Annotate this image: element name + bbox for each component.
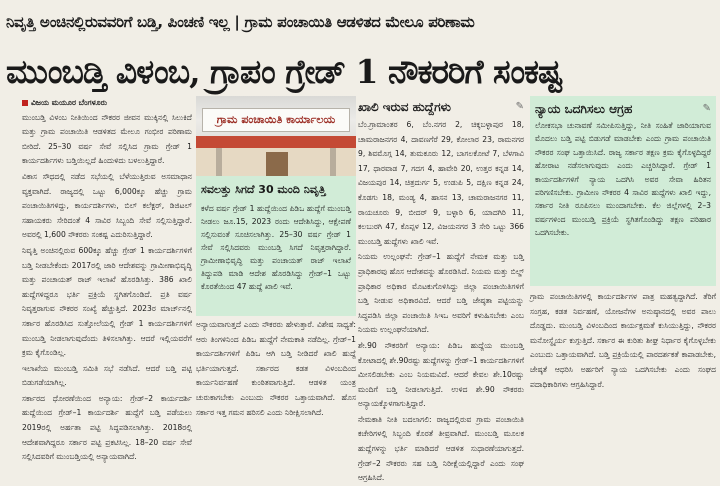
- caption-body: ಕಳೆದ ವರ್ಷ ಗ್ರೇಡ್ 1 ಹುದ್ದೆಯಿಂದ ಪಿಡಿಒ ಹುದ್ದೆಗೆ ಮುಂಬಡ್ತಿ ನೀಡಲು ಜೂ.15, 2023 ರಂದು ಆದೇಶಿಸಿದ್ದು, ಆಕ್ಷೇಪಣೆ ಸಲ್ಲಿಸುವಂತೆ ಸೂಚಿಸಲಾಗಿತ್ತು. 25–30 ವರ್ಷ ಗ್ರೇಡ್ 1 ಸೇವೆ ಸಲ್ಲಿಸಿದವರು ಮುಂಬಡ್ತಿ ಸಿಗದೆ ನಿವೃತ್ತರಾಗಿದ್ದಾರೆ. ಗ್ರಾಮೀಣಾಭಿವೃದ್ಧಿ ಮತ್ತು ಪಂಚಾಯತ್ ರಾಜ್ ಇಲಾಖೆ ತಿದ್ದುಪಡಿ ಮಾಡಿ ಆದೇಶ ಹೊರಡಿಸಿದ್ದು ಗ್ರೇಡ್–1 ಒಟ್ಟು ಕೊರತೆಯಿಂದ 47 ಹುದ್ದೆ ಖಾಲಿ ಇವೆ.: [201, 204, 351, 291]
- paragraph: ನಿಯಮ ಉಲ್ಲಂಘನೆ: ಗ್ರೇಡ್–1 ಹುದ್ದೆಗೆ ನೇಮಕ ಮತ್ತು ಬಡ್ತಿ ಪ್ರಾಧಿಕಾರವು ಹೊಸ ಆದೇಶವನ್ನು ಹೊರಡಿಸಿದೆ. ನಿಯಮ ಮತ್ತು ಬಿಲ್ಡ್ ಪ್ರಾಧಿಕಾರ ಅಧಿಕಾರ ಮೊಟಕುಗೊಳಿಸಿದ್ದು ಜಿಲ್ಲಾ ಪಂಚಾಯಿತಿಗಳಿಗೆ ಬಡ್ತಿ ನೀಡುವ ಅಧಿಕಾರವಿದೆ. ಆದರೆ ಬಡ್ತಿ ಜೇಷ್ಠತಾ ಪಟ್ಟಿಯನ್ನು ಸಿದ್ಧಪಡಿಸಿ ಜಿಲ್ಲಾ ಪಂಚಾಯಿತಿ ಸಿಇಒ ಅವರಿಗೆ ಕಳುಹಿಸಬೇಕು ಎಂಬ ನಿಯಮ ಉಲ್ಲಂಘನೆಯಾಗಿದೆ.: [358, 252, 524, 335]
- paragraph: ಮುಂಬಡ್ತಿ ವಿಳಂಬ ನೀತಿಯಿಂದ ನೌಕರರ ಜೀವನ ಮುಕ್ಕಿನಲ್ಲಿ ಸಿಲುಕಿದೆ ಮತ್ತು ಗ್ರಾಮ ಪಂಚಾಯಿತಿ ಆಡಳಿತದ ಮೇಲೂ ಗಂಭೀರ ಪರಿಣಾಮ ಬೀರಿದೆ. 25–30 ವರ್ಷ ಸೇವೆ ಸಲ್ಲಿಸಿದ ಗ್ರಾಮ ಗ್ರೇಡ್ 1 ಕಾರ್ಯದರ್ಶಿಗಳು ಬಡ್ತಿಯಿಲ್ಲದೆ ಹಿಂದುಳಿದು ಬಳಲುತ್ತಿದ್ದಾರೆ.: [22, 112, 192, 166]
- paragraph: ಶೇ.90 ನೌಕರರಿಗೆ ಅನ್ಯಾಯ: ಪಿಡಿಒ ಹುದ್ದೆಯ ಮುಂಬಡ್ತಿ ಕೋಟಾದಲ್ಲಿ ಶೇ.90ರಷ್ಟು ಹುದ್ದೆಗಳನ್ನು ಗ್ರೇಡ್–1 ಕಾರ್ಯದರ್ಶಿಗಳಿಗೆ ಮೀಸಲಿಡಬೇಕು ಎಂಬ ನಿಯಮವಿದೆ. ಆದರೆ ಕೇವಲ ಶೇ.10ರಷ್ಟು ಮಂದಿಗೆ ಬಡ್ತಿ ನೀಡಲಾಗುತ್ತಿದೆ. ಉಳಿದ ಶೇ.90 ನೌಕರರು ಅನ್ಯಾಯಕ್ಕೊಳಗಾಗುತ್ತಿದ್ದಾರೆ.: [358, 340, 524, 409]
- caption-title: ಸವಲತ್ತು ಸಿಗದೆ 30 ಮಂದಿ ನಿವೃತ್ತಿ: [201, 183, 326, 196]
- paragraph: ನಿವೃತ್ತಿ ಅಂಚಿನಲ್ಲಿರುವ 600ಕ್ಕೂ ಹೆಚ್ಚು ಗ್ರೇಡ್ 1 ಕಾರ್ಯದರ್ಶಿಗಳಿಗೆ ಬಡ್ತಿ ನೀಡಬೇಕೆಂದು 2017ರಲ್ಲಿ ಜಾರಿ ಆದೇಶವನ್ನು ಗ್ರಾಮೀಣಾಭಿವೃದ್ಧಿ ಮತ್ತು ಪಂಚಾಯತ್ ರಾಜ್ ಇಲಾಖೆ ಹೊರಡಿಸಿತ್ತು. 386 ಖಾಲಿ ಹುದ್ದೆಗಳಿದ್ದರೂ ಭರ್ತಿ ಪ್ರಕ್ರಿಯೆ ಸ್ಥಗಿತಗೊಂಡಿದೆ. ಪ್ರತಿ ವರ್ಷ ನಿವೃತ್ತರಾಗುವ ನೌಕರರ ಸಂಖ್ಯೆ ಹೆಚ್ಚುತ್ತಿದೆ. 2023ರ ಮಾರ್ಚ್‌ನಲ್ಲಿ ಸರ್ಕಾರ ಹೊರಡಿಸಿದ ಸುತ್ತೋಲೆಯಲ್ಲಿ ಗ್ರೇಡ್ 1 ಕಾರ್ಯದರ್ಶಿಗಳಿಗೆ ಮುಂಬಡ್ತಿ ನೀಡಲಾಗುವುದೆಂದು ತಿಳಿಸಲಾಗಿತ್ತು. ಆದರೆ ಇಲ್ಲಿಯವರೆಗೆ ಕ್ರಮ ಕೈಗೊಂಡಿಲ್ಲ.: [22, 245, 192, 358]
- sidebar-box-title: [535, 99, 711, 119]
- article-column-4: ಗ್ರಾಮ ಪಂಚಾಯಿತಿಗಳಲ್ಲಿ ಕಾರ್ಯದರ್ಶಿಗಳ ಪಾತ್ರ ಮಹತ್ವದ್ದಾಗಿದೆ. ತೆರಿಗೆ ಸಂಗ್ರಹ, ಕಡತ ನಿರ್ವಹಣೆ, ಯೋಜನೆಗಳ ಅನುಷ್ಠಾನದಲ್ಲಿ ಅವರ ಪಾಲು ದೊಡ್ಡದು. ಮುಂಬಡ್ತಿ ವಿಳಂಬದಿಂದ ಕಾರ್ಯಕ್ಷಮತೆ ಕುಸಿಯುತ್ತಿದ್ದು, ನೌಕರರ ಮನೋಸ್ಥೈರ್ಯ ಕುಗ್ಗುತ್ತಿದೆ. ಸರ್ಕಾರ ಈ ಕುರಿತು ಶೀಘ್ರ ನಿರ್ಧಾರ ಕೈಗೊಳ್ಳಬೇಕು ಎಂಬುದು ಒತ್ತಾಯವಾಗಿದೆ. ಬಡ್ತಿ ಪ್ರಕ್ರಿಯೆಯಲ್ಲಿ ಪಾರದರ್ಶಕತೆ ಕಾಪಾಡಬೇಕು, ಜೇಷ್ಠತೆ ಆಧರಿಸಿ ಅರ್ಹರಿಗೆ ನ್ಯಾಯ ಒದಗಿಸಬೇಕು ಎಂದು ಸಂಘದ ಪದಾಧಿಕಾರಿಗಳು ಆಗ್ರಹಿಸಿದ್ದಾರೆ.: [530, 292, 716, 389]
- sidebar-box-title-text: ನ್ಯಾಯ ಒದಗಿಸಲು ಆಗ್ರಹ: [535, 102, 633, 116]
- paragraph: ನೇಮಕಾತಿ ನೀತಿ ಬದಲಾಗಲಿ: ರಾಜ್ಯದಲ್ಲಿರುವ ಗ್ರಾಮ ಪಂಚಾಯಿತಿ ಕಚೇರಿಗಳಲ್ಲಿ ಸಿಬ್ಬಂದಿ ಕೊರತೆ ತೀವ್ರವಾಗಿದೆ. ಮುಂಬಡ್ತಿ ಮೂಲಕ ಹುದ್ದೆಗಳನ್ನು ಭರ್ತಿ ಮಾಡಿದರೆ ಆಡಳಿತ ಸುಧಾರಣೆಯಾಗುತ್ತದೆ. ಗ್ರೇಡ್–2 ನೌಕರರು ಸಹ ಬಡ್ತಿ ನಿರೀಕ್ಷೆಯಲ್ಲಿದ್ದಾರೆ ಎಂದು ಸಂಘ ಆಗ್ರಹಿಸಿದೆ.: [358, 414, 524, 483]
- byline: [22, 96, 192, 111]
- byline-marker-icon: [22, 100, 28, 106]
- article-column-1: [22, 96, 192, 462]
- byline-text: ವಿಜಯ ಮಯೂರ ಬೆಂಗಳೂರು: [31, 98, 107, 107]
- sidebar-box: [530, 96, 716, 286]
- pen-icon: ✎: [702, 103, 711, 114]
- office-signboard: ಗ್ರಾಮ ಪಂಚಾಯಿತಿ ಕಾರ್ಯಾಲಯ: [202, 108, 350, 132]
- photo-pillar: [216, 148, 222, 176]
- photo-door: [266, 152, 288, 176]
- vacancy-heading: [358, 96, 524, 118]
- pen-icon: ✎: [515, 101, 524, 112]
- paragraph: ವಿಕಾಸ ಸೌಧದಲ್ಲಿ ನಡೆದ ಸಭೆಯಲ್ಲಿ ಬೆಳೆಯುತ್ತಿರುವ ಅಸಮಾಧಾನ ವ್ಯಕ್ತವಾಗಿದೆ. ರಾಜ್ಯದಲ್ಲಿ ಒಟ್ಟು 6,000ಕ್ಕೂ ಹೆಚ್ಚು ಗ್ರಾಮ ಪಂಚಾಯಿತಿಗಳಿದ್ದು, ಕಾರ್ಯದರ್ಶಿಗಳು, ಬಿಲ್ ಕಲೆಕ್ಟರ್, ಡಿಜಿಟಲ್ ಸಹಾಯಕರು ಸೇರಿದಂತೆ 4 ಸಾವಿರ ಸಿಬ್ಬಂದಿ ಸೇವೆ ಸಲ್ಲಿಸುತ್ತಿದ್ದಾರೆ. ಅವರಲ್ಲಿ 1,600 ನೌಕರರು ಸಂಕಷ್ಟ ಎದುರಿಸುತ್ತಿದ್ದಾರೆ.: [22, 171, 192, 240]
- kicker-headline: ನಿವೃತ್ತಿ ಅಂಚಿನಲ್ಲಿರುವವರಿಗೆ ಬಡ್ತಿ, ಪಿಂಚಣಿ ಇಲ್ಲ | ಗ್ರಾಮ ಪಂಚಾಯಿತಿ ಆಡಳಿತದ ಮೇಲೂ ಪರಿಣಾಮ: [6, 13, 475, 31]
- main-headline: ಮುಂಬಡ್ತಿ ವಿಳಂಬ, ಗ್ರಾಪಂ ಗ್ರೇಡ್‌ 1 ನೌಕರರಿಗೆ ಸಂಕಷ್ಟ: [6, 52, 562, 91]
- paragraph: ಇಲಾಖೆಯ ಮುಂಬಡ್ತಿ ಸಮಿತಿ ಸಭೆ ನಡೆಸಿದೆ. ಆದರೆ ಬಡ್ತಿ ಪಟ್ಟಿ ಬಿಡುಗಡೆಯಾಗಿಲ್ಲ.: [22, 363, 192, 388]
- article-column-3: [358, 96, 524, 483]
- photo-roof: [196, 136, 356, 148]
- vacancy-heading-text: ಖಾಲಿ ಇರುವ ಹುದ್ದೆಗಳು: [358, 100, 451, 114]
- photo-caption-box: [196, 176, 356, 316]
- vacancy-list: ಬೆಂ.ಗ್ರಾಮಾಂತರ 6, ಬೆಂ.ನಗರ 2, ಚಿಕ್ಕಬಳ್ಳಾಪುರ 18, ಚಾಮರಾಜನಗರ 4, ದಾವಣಗೆರೆ 29, ಕೋಲಾರ 23, ರಾಮನಗರ 9, ಶಿವಮೊಗ್ಗ 14, ತುಮಕೂರು 12, ಬಾಗಲಕೋಟೆ 7, ಬೆಳಗಾವಿ 17, ಧಾರವಾಡ 7, ಗದಗ 4, ಹಾವೇರಿ 20, ಉತ್ತರ ಕನ್ನಡ 14, ವಿಜಯಪುರ 14, ಚಿತ್ರದುರ್ಗ 5, ಉಡುಪಿ 5, ದಕ್ಷಿಣ ಕನ್ನಡ 24, ಕೊಡಗು 18, ಮಂಡ್ಯ 4, ಹಾಸನ 13, ಚಾಮರಾಜನಗರ 11, ರಾಯಚೂರು 9, ಬೀದರ್ 9, ಬಳ್ಳಾರಿ 6, ಯಾದಗಿರಿ 11, ಕಲಬುರಗಿ 47, ಕೊಪ್ಪಳ 12, ವಿಜಯನಗರ 3 ಸೇರಿ ಒಟ್ಟು 366 ಮುಂಬಡ್ತಿ ಹುದ್ದೆಗಳು ಖಾಲಿ ಇವೆ.: [358, 120, 524, 246]
- article-column-2: ಅನ್ಯಾಯವಾಗುತ್ತದೆ ಎಂದು ನೌಕರರು ಹೇಳುತ್ತಾರೆ. ವಿಶೇಷ ಸಾಧ್ಯತೆ: ಆರು ತಿಂಗಳಿನಿಂದ ಪಿಡಿಒ ಹುದ್ದೆಗೆ ನೇಮಕಾತಿ ನಡೆದಿಲ್ಲ. ಗ್ರೇಡ್–1 ಕಾರ್ಯದರ್ಶಿಗಳಿಗೆ ಪಿಡಿಒ ಆಗಿ ಬಡ್ತಿ ನೀಡಿದರೆ ಖಾಲಿ ಹುದ್ದೆ ಭರ್ತಿಯಾಗುತ್ತದೆ. ಸರ್ಕಾರದ ಕಡತ ವಿಳಂಬದಿಂದ ಕಾರ್ಯನಿರ್ವಹಣೆ ಕುಂಠಿತವಾಗುತ್ತಿದೆ. ಆಡಳಿತ ಯಂತ್ರ ಚುರುಕಾಗಬೇಕು ಎಂಬುದು ನೌಕರರ ಒತ್ತಾಯವಾಗಿದೆ. ಹೊಸ ಸರ್ಕಾರ ಇತ್ತ ಗಮನ ಹರಿಸಲಿ ಎಂದು ನಿರೀಕ್ಷಿಸಲಾಗಿದೆ.: [196, 320, 356, 417]
- panchayat-office-photo: [196, 96, 356, 176]
- sidebar-box-text: ಲೋಕಸಭಾ ಚುನಾವಣೆ ಸಮೀಪಿಸುತ್ತಿದ್ದು, ನೀತಿ ಸಂಹಿತೆ ಜಾರಿಯಾಗುವ ಮೊದಲು ಬಡ್ತಿ ಪಟ್ಟಿ ಬಿಡುಗಡೆ ಮಾಡಬೇಕು ಎಂದು ಗ್ರಾಮ ಪಂಚಾಯಿತಿ ನೌಕರರ ಸಂಘ ಒತ್ತಾಯಿಸಿದೆ. ರಾಜ್ಯ ಸರ್ಕಾರ ತಕ್ಷಣ ಕ್ರಮ ಕೈಗೊಳ್ಳದಿದ್ದರೆ ಹೋರಾಟ ನಡೆಸಲಾಗುವುದು ಎಂದು ಎಚ್ಚರಿಸಿದ್ದಾರೆ. ಗ್ರೇಡ್ 1 ಕಾರ್ಯದರ್ಶಿಗಳಿಗೆ ನ್ಯಾಯ ಒದಗಿಸಿ ಅವರ ಸೇವಾ ಹಿರಿತನ ಪರಿಗಣಿಸಬೇಕು. ಗ್ರಾಮೀಣ ನೌಕರರ 4 ಸಾವಿರ ಹುದ್ದೆಗಳು ಖಾಲಿ ಇದ್ದು, ಸರ್ಕಾರ ನೀತಿ ರೂಪಿಸಲು ಮುಂದಾಗಬೇಕು. ಕೆಲ ಜಿಲ್ಲೆಗಳಲ್ಲಿ 2–3 ವರ್ಷಗಳಿಂದ ಮುಂಬಡ್ತಿ ಪ್ರಕ್ರಿಯೆ ಸ್ಥಗಿತಗೊಂಡಿದ್ದು ತಕ್ಷಣ ಪರಿಹಾರ ಒದಗಿಸಬೇಕು.: [535, 121, 711, 238]
- photo-pillar: [330, 148, 336, 176]
- paragraph: ಸರ್ಕಾರದ ಧೋರಣೆಯಿಂದ ಅನ್ಯಾಯ: ಗ್ರೇಡ್–2 ಕಾರ್ಯದರ್ಶಿ ಹುದ್ದೆಯಿಂದ ಗ್ರೇಡ್–1 ಕಾರ್ಯದರ್ಶಿ ಹುದ್ದೆಗೆ ಬಡ್ತಿ ಪಡೆಯಲು 2019ರಲ್ಲಿ ಅರ್ಹತಾ ಪಟ್ಟಿ ಸಿದ್ಧಪಡಿಸಲಾಗಿತ್ತು. 2018ರಲ್ಲಿ ಆದೇಶವಾಗಿದ್ದರೂ ಸರ್ಕಾರ ಪಟ್ಟಿ ಪ್ರಕಟಿಸಿಲ್ಲ. 18–20 ವರ್ಷ ಸೇವೆ ಸಲ್ಲಿಸಿದವರಿಗೆ ಮುಂಬಡ್ತಿಯಲ್ಲಿ ಅನ್ಯಾಯವಾಗಿದೆ.: [22, 393, 192, 462]
